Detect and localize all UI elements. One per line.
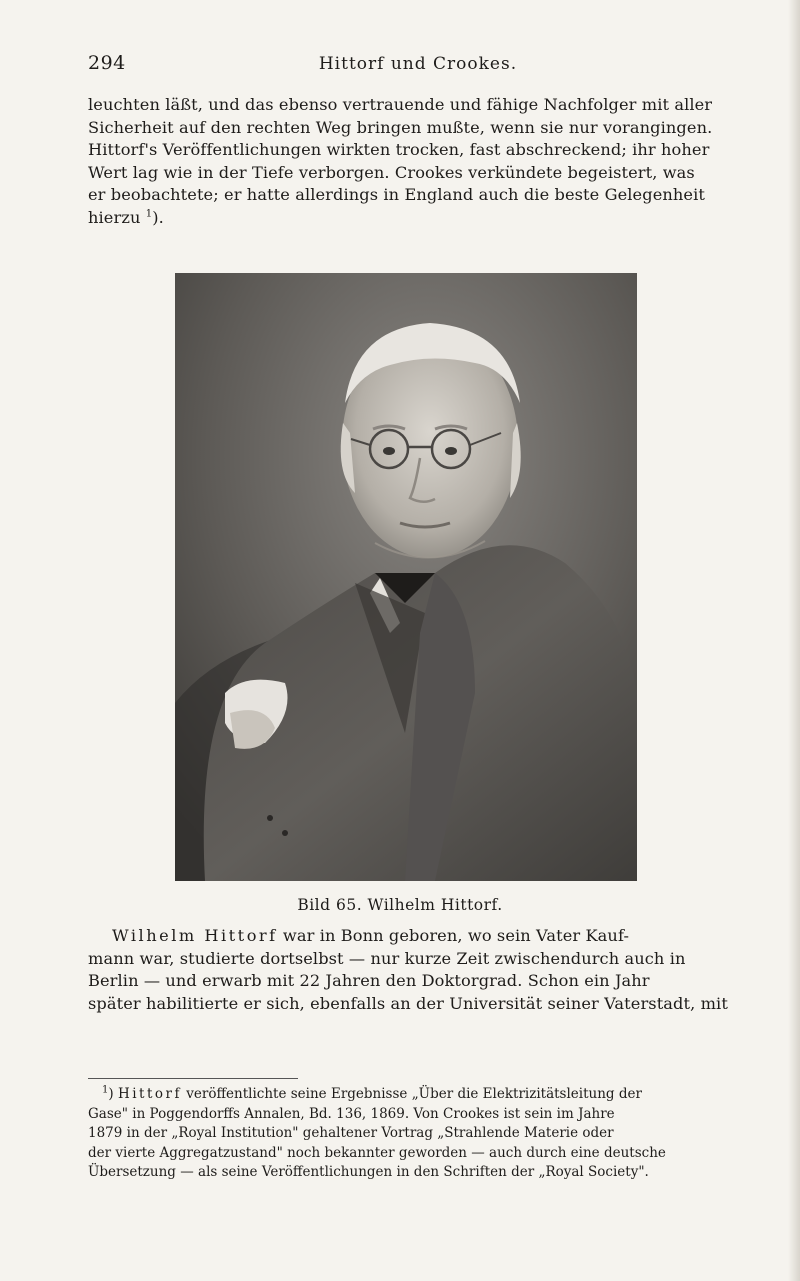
paragraph-2-first-line (88, 925, 743, 948)
paragraph-1-line: hierzu (88, 207, 141, 227)
running-head: Hittorf und Crookes. (318, 54, 518, 74)
portrait-illustration (175, 273, 637, 881)
paragraph-2-line: später habilitierte er sich, ebenfalls an der Universität seiner Vaterstadt, mit (88, 993, 728, 1013)
footnote-rule (88, 1078, 298, 1079)
footnote-line: veröffentlichte seine Ergebnisse „Über die Elektrizitätsleitung der (181, 1086, 642, 1102)
paragraph-2-line: Berlin — und erwarb mit 22 Jahren den Doktorgrad. Schon ein Jahr (88, 971, 650, 991)
paragraph-1-end: ). (152, 207, 164, 227)
figure-caption: Bild 65. Wilhelm Hittorf. (297, 896, 503, 914)
footnote-name: Hittorf (117, 1086, 182, 1102)
footnote-line: 1879 in der „Royal Institution" gehaltener Vortrag „Strahlende Materie oder (88, 1125, 614, 1141)
page-header (88, 52, 748, 82)
paragraph-2 (88, 925, 743, 1015)
person-name: Wilhelm Hittorf (112, 926, 278, 945)
paragraph-2-line: war in Bonn geboren, wo sein Vater Kauf- (277, 926, 630, 945)
footnote-line: Übersetzung — als seine Veröffentlichungen in den Schriften der „Royal Society". (88, 1164, 649, 1180)
footnote-line: Gase" in Poggendorffs Annalen, Bd. 136, 1869. Von Crookes ist sein im Jahre (88, 1105, 615, 1122)
paragraph-1-line: leuchten läßt, und das ebenso vertrauende und fähige Nachfolger mit aller (88, 95, 713, 114)
paragraph-1 (88, 94, 743, 230)
paragraph-1-last-line (88, 207, 743, 230)
paragraph-2-line: mann war, studierte dortselbst — nur kurze Zeit zwischendurch auch in (88, 948, 686, 968)
footnote-line: der vierte Aggregatzustand" noch bekannter geworden — auch durch eine deutsche (88, 1144, 666, 1161)
footnote-number: 1 (102, 1084, 109, 1096)
page-number: 294 (88, 52, 126, 74)
footnote (88, 1085, 743, 1183)
paragraph-1-line: er beobachtete; er hatte allerdings in England auch die beste Gelegenheit (88, 185, 705, 205)
paragraph-1-line: Wert lag wie in der Tiefe verborgen. Crookes verkündete begeistert, was (88, 162, 695, 182)
footnote-first-line: $^1$) Hittorf veröffentlichte seine Ergebnisse „Über die Elektrizitätsleitung der (102, 1084, 642, 1102)
portrait-photo (175, 273, 637, 881)
paragraph-1-line: Hittorf's Veröffentlichungen wirkten trocken, fast abschreckend; ihr hoher (88, 140, 710, 160)
page-edge (788, 0, 800, 1281)
footnote-marker: 1 (145, 208, 153, 220)
paragraph-1-line: Sicherheit auf den rechten Weg bringen mußte, wenn sie nur vorangingen. (88, 117, 713, 137)
